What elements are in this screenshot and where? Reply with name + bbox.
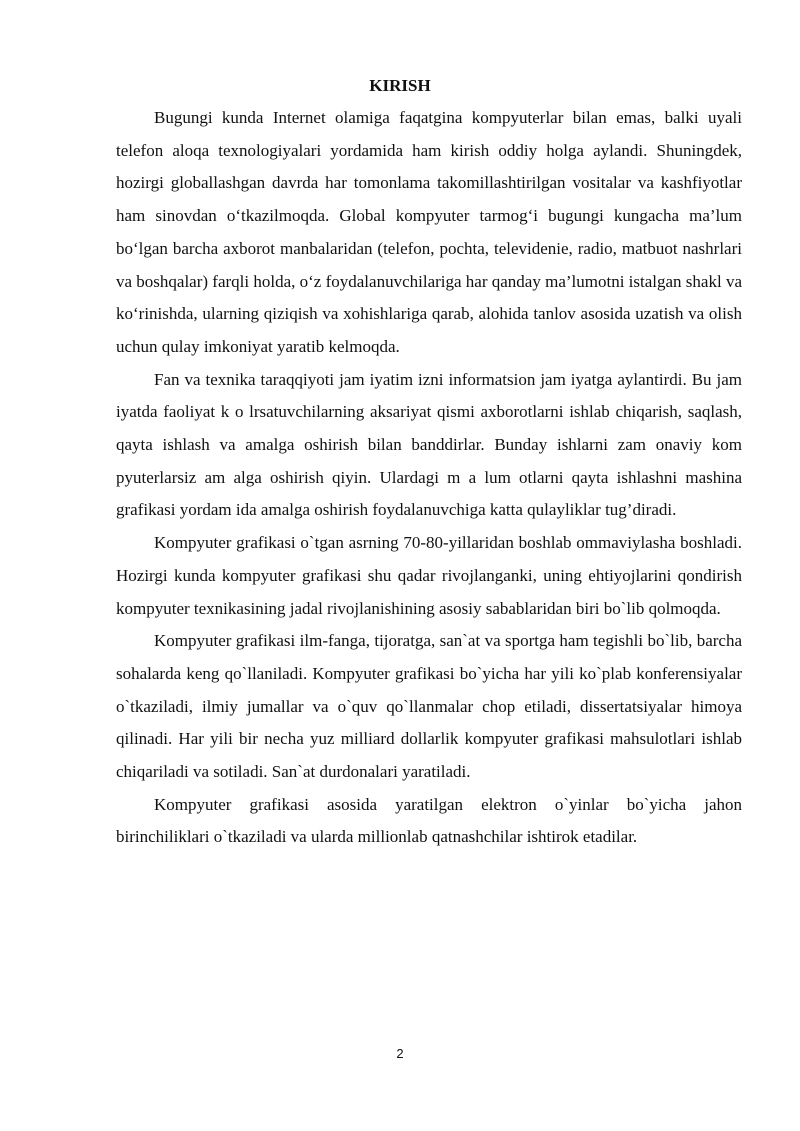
page-number: 2 [396, 1046, 404, 1061]
paragraph-3: Kompyuter grafikasi o`tgan asrning 70-80-yillaridan boshlab ommaviylasha boshladi. Hozirgi kunda kompyuter grafikasi shu qadar rivojlanganki, uning ehtiyojlarini qondirish kompyuter texnikasining jadal rivojlanishining asosiy sabablaridan biri bo`lib qolmoqda. [116, 533, 742, 618]
page-title: KIRISH [369, 76, 431, 95]
paragraph-5: Kompyuter grafikasi asosida yaratilgan elektron o`yinlar bo`yicha jahon birinchiliklari o`tkaziladi va ularda millionlab qatnashchilar ishtirok etadilar. [116, 794, 742, 847]
document-body [116, 102, 742, 854]
paragraph-1: Bugungi kunda Internet olamiga faqatgina kompyuterlar bilan emas, balki uyali telefon aloqa texnologiyalari yordamida ham kirish oddiy holga aylandi. Shuningdek, hozirgi globallashgan davrda har tomonlama takomillashtirilgan vositalar va kashfiyotlar ham sinovdan o‘tkazilmoqda. Global kompyuter tarmog‘i bugungi kungacha ma’lum bo‘lgan barcha axborot manbalaridan (telefon, pochta, televidenie, radio, matbuot nashrlari va boshqalar) farqli holda, o‘z foydalanuvchilariga har qanday ma’lumotni istalgan shakl va ko‘rinishda, ularning qiziqish va xohishlariga qarab, alohida tanlov asosida uzatish va olish uchun qulay imkoniyat yaratib kelmoqda. [116, 108, 742, 356]
paragraph-4: Kompyuter grafikasi ilm-fanga, tijoratga, san`at va sportga ham tegishli bo`lib, barcha sohalarda keng qo`llaniladi. Kompyuter grafikasi bo`yicha har yili ko`plab konferensiyalar o`tkaziladi, ilmiy jumallar va o`quv qo`llanmalar chop etiladi, dissertatsiyalar himoya qilinadi. Har yili bir necha yuz milliard dollarlik kompyuter grafikasi mahsulotlari ishlab chiqariladi va sotiladi. San`at durdonalari yaratiladi. [116, 631, 742, 782]
paragraph-2: Fan va texnika taraqqiyoti jam iyatim izni informatsion jam iyatga aylantirdi. Bu jam iyatda faoliyat k o lrsatuvchilarning aksariyat qismi axborotlarni ishlab chiqarish, saqlash, qayta ishlash va amalga oshirish bilan banddirlar. Bunday ishlarni zam onaviy kom pyuterlarsiz am alga oshirish qiyin. Ulardagi m a lum otlarni qayta ishlashni mashina grafikasi yordam ida amalga oshirish foydalanuvchiga katta qulayliklar tug’diradi. [116, 369, 742, 520]
